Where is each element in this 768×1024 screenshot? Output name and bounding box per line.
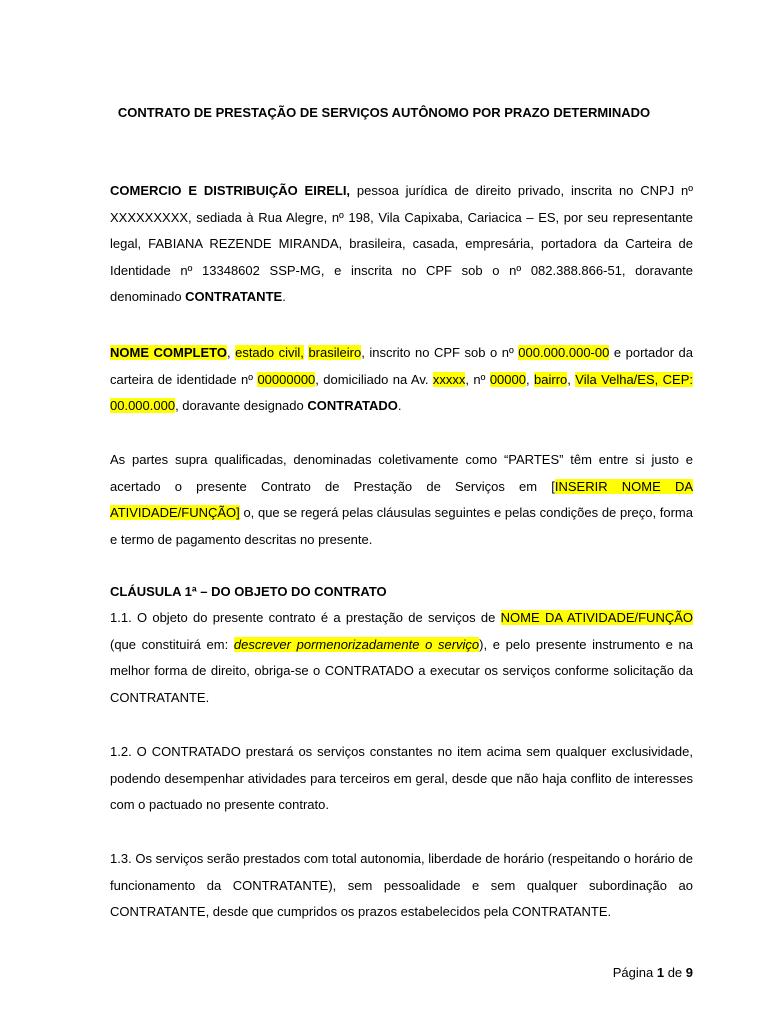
text-fragment: e portador da carteira de identidade nº	[110, 345, 694, 387]
clausula-1-1	[110, 605, 693, 711]
placeholder-avenida: xxxxx	[432, 371, 466, 387]
document-title: CONTRATO DE PRESTAÇÃO DE SERVIÇOS AUTÔNOMO POR PRAZO DETERMINADO	[117, 105, 651, 120]
text-fragment: ,	[567, 371, 576, 387]
period: .	[397, 398, 402, 414]
placeholder-nacionalidade: brasileiro	[308, 345, 362, 360]
placeholder-rg: 00000000	[257, 371, 316, 387]
company-name: COMERCIO E DISTRIBUIÇÃO EIRELI,	[110, 183, 351, 198]
partes-text-end: o, que se regerá pelas cláusulas seguintes e pelas condições de preço, forma e termo de pagamento descritas no presente.	[110, 505, 693, 547]
text-fragment: , doravante designado	[175, 398, 308, 414]
placeholder-atividade: INSERIR NOME DA ATIVIDADE/FUNÇÃO]	[110, 478, 694, 521]
placeholder-cpf: 000.000.000-00	[518, 345, 610, 360]
clausula-1-2: 1.2. O CONTRATADO prestará os serviços constantes no item acima sem qualquer exclusividade, podendo desempenhar atividades para terceiros em geral, desde que não haja conflito de interesses com o pactuado no presente contrato.	[110, 744, 693, 813]
period: .	[282, 289, 286, 305]
contratado-role: CONTRATADO	[307, 398, 398, 414]
contratante-role: CONTRATANTE	[185, 289, 283, 305]
text-fragment: , domiciliado na Av.	[315, 371, 433, 387]
text-fragment: ,	[226, 345, 236, 360]
placeholder-numero: 00000	[489, 371, 526, 387]
placeholder-nome: NOME COMPLETO	[110, 345, 227, 360]
clausula-1-heading: CLÁUSULA 1ª – DO OBJETO DO CONTRATO	[110, 584, 387, 599]
placeholder-descricao-servico: descrever pormenorizadamente o serviço	[233, 636, 480, 652]
text-fragment: , inscrito no CPF sob o nº	[361, 345, 519, 360]
text-fragment: ,	[525, 371, 535, 387]
total-pages: 9	[685, 965, 693, 980]
clausula-1-3: 1.3. Os serviços serão prestados com total autonomia, liberdade de horário (respeitando o horário de funcionamento da CONTRATANTE), sem pessoalidade e sem qualquer subordinação ao CONTRATANTE, desde que cumpridos os prazos estabelecidos pela CONTRATANTE.	[110, 851, 693, 920]
placeholder-bairro: bairro	[534, 371, 568, 387]
text-fragment: , nº	[465, 371, 490, 387]
placeholder-estado-civil: estado civil,	[235, 345, 304, 360]
clausula-text: 1.1. O objeto do presente contrato é a prestação de serviços de	[110, 610, 501, 625]
contratado-paragraph	[110, 340, 693, 420]
current-page: 1	[656, 965, 665, 980]
placeholder-atividade-funcao: NOME DA ATIVIDADE/FUNÇÃO	[500, 610, 694, 625]
page-number	[613, 964, 693, 982]
clausula-text: (que constituirá em:	[110, 636, 234, 652]
partes-text: As partes supra qualificadas, denominadas coletivamente como “PARTES” têm entre si justo e acertado o presente Contrato de Prestação de Serviços em [	[110, 452, 693, 494]
clausula-text: ), e pelo presente instrumento e na melhor forma de direito, obriga-se o CONTRATADO a executar os serviços conforme solicitação da CONTRATANTE.	[110, 636, 694, 705]
partes-paragraph	[110, 447, 693, 553]
contratante-text: pessoa jurídica de direito privado, inscrita no CNPJ nº XXXXXXXXX, sediada à Rua Alegre, nº 198, Vila Capixaba, Cariacica – ES, por seu representante legal, FABIANA REZENDE MIRANDA, brasileira, casada, empresária, portadora da Carteira de Identidade nº 13348602 SSP-MG, e inscrita no CPF sob o nº 082.388.866-51, doravante denominado	[110, 183, 693, 305]
page-of: de	[664, 965, 686, 980]
contratante-paragraph	[110, 178, 693, 311]
placeholder-cidade-cep: Vila Velha/ES, CEP: 00.000.000	[110, 371, 694, 414]
page-label: Página	[612, 965, 657, 980]
